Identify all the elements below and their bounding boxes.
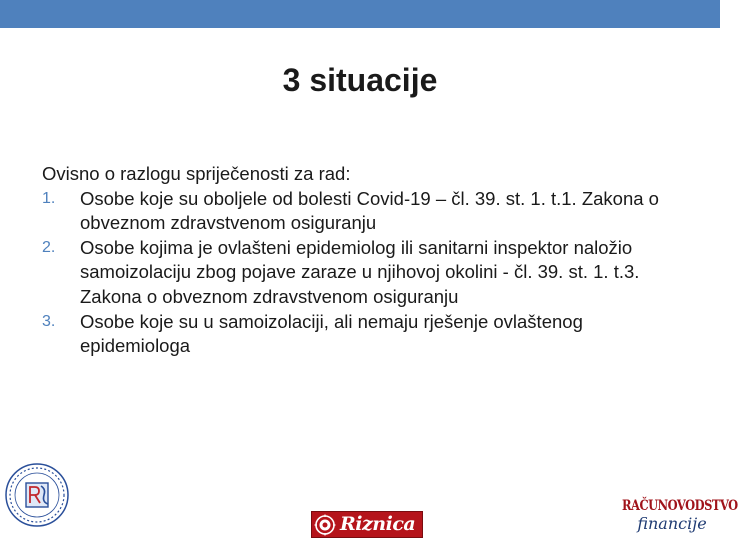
association-seal-logo <box>4 462 70 528</box>
riznica-emblem-icon <box>312 512 338 537</box>
list-item-text: Osobe koje su oboljele od bolesti Covid-19 – čl. 39. st. 1. t.1. Zakona o obveznom zdravstvenom osiguranju <box>80 187 659 234</box>
list-item <box>42 236 682 310</box>
list-item-number: 1. <box>42 189 56 207</box>
intro-text: Ovisno o razlogu spriječenosti za rad: <box>42 163 351 184</box>
list-item-text: Osobe kojima je ovlašteni epidemiolog ili sanitarni inspektor naložio samoizolaciju zbog pojave zaraze u njihovoj okolini - čl. 39. st. 1. t.3. Zakona o obveznom zdravstvenom osiguranju <box>80 236 640 307</box>
slide-title: 3 situacije <box>282 62 438 98</box>
riznica-logo <box>311 511 423 538</box>
racunovodstvo-wordmark: RAČUNOVODSTVO <box>622 498 738 514</box>
numbered-list <box>42 187 682 359</box>
list-item <box>42 187 682 236</box>
list-item-text: Osobe koje su u samoizolaciji, ali nemaju rješenje ovlaštenog epidemiologa <box>80 310 583 357</box>
top-accent-bar <box>0 0 720 28</box>
list-item-number: 2. <box>42 238 56 256</box>
racunovodstvo-financije-logo <box>622 497 738 539</box>
association-seal-icon <box>4 462 70 528</box>
list-item-number: 3. <box>42 312 56 330</box>
riznica-wordmark: Riznica <box>340 513 416 535</box>
slide-content <box>42 162 682 359</box>
financije-wordmark: financije <box>637 514 707 533</box>
list-item <box>42 310 682 359</box>
